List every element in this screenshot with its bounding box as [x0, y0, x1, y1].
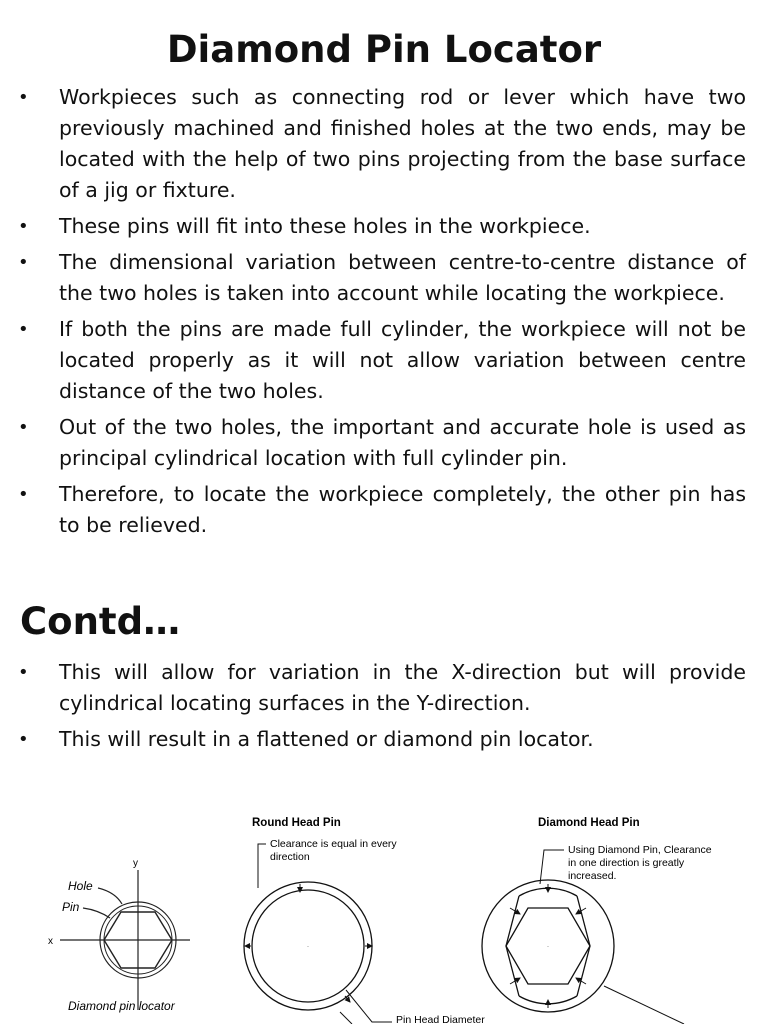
bullet-item	[0, 82, 768, 206]
diamond-edge-tr	[577, 896, 590, 946]
bullet-item	[0, 314, 768, 407]
hole-leader	[98, 888, 122, 904]
pin-head-diameter-label: Pin Head Diameter	[396, 1014, 485, 1024]
diamond-edge-bl	[506, 946, 519, 996]
section-heading-contd: Contd…	[20, 600, 181, 643]
bullet-item	[0, 657, 768, 719]
bullet-item	[0, 412, 768, 474]
bullet-dot: •	[18, 216, 29, 237]
hole-label: Hole	[68, 879, 93, 893]
diamond-note-line3: increased.	[568, 870, 617, 882]
round-note-leader	[258, 844, 266, 888]
pin-diameter-leader-2	[340, 1012, 352, 1024]
bullet-text: This will allow for variation in the X-direction but will provide cylindrical locating surfaces in the Y-direction.	[59, 660, 746, 715]
round-head-pin-title: Round Head Pin	[252, 817, 341, 829]
bullet-item	[0, 724, 768, 755]
bullet-dot: •	[18, 484, 29, 505]
diamond-note-line1: Using Diamond Pin, Clearance	[568, 844, 712, 856]
diamond-center-mark: ·	[547, 944, 549, 950]
bullet-item	[0, 211, 768, 242]
round-note-line2: direction	[270, 851, 310, 863]
bullet-dot: •	[18, 319, 29, 340]
round-head-pin-diagram	[244, 844, 392, 1024]
bullet-text: Out of the two holes, the important and accurate hole is used as principal cylindrical location with full cylinder pin.	[59, 415, 746, 470]
pin-leader	[83, 908, 110, 918]
bullet-text: The dimensional variation between centre-to-centre distance of the two holes is taken into account while locating the workpiece.	[59, 250, 746, 305]
diamond-head-pin-title: Diamond Head Pin	[538, 817, 640, 829]
diamond-note-line2: in one direction is greatly	[568, 857, 685, 869]
bullet-text: Workpieces such as connecting rod or lever which have two previously machined and finished holes at the two ends, may be located with the help of two pins projecting from the base surface of a jig or fixture.	[59, 85, 746, 202]
bullet-dot: •	[18, 417, 29, 438]
bullet-list-main	[0, 82, 768, 546]
bullet-list-contd	[0, 657, 768, 760]
bullet-text: These pins will fit into these holes in the workpiece.	[59, 214, 591, 238]
sketch-caption: Diamond pin locator	[68, 999, 175, 1013]
diamond-edge-br	[577, 946, 590, 996]
bullet-text: If both the pins are made full cylinder, the workpiece will not be located properly as it will not allow variation between centre distance of the two holes.	[59, 317, 746, 403]
bullet-item	[0, 247, 768, 309]
round-center-mark: ·	[307, 944, 309, 950]
page-title: Diamond Pin Locator	[166, 28, 602, 71]
diamond-edge-tl	[506, 896, 519, 946]
bullet-text: Therefore, to locate the workpiece completely, the other pin has to be relieved.	[59, 482, 746, 537]
bullet-dot: •	[18, 87, 29, 108]
pin-locator-figure	[0, 800, 768, 1024]
bullet-dot: •	[18, 729, 29, 750]
diamond-note-leader	[540, 850, 564, 884]
pin-label: Pin	[62, 900, 80, 914]
pin-diameter-leader	[346, 990, 392, 1022]
bullet-text: This will result in a flattened or diamond pin locator.	[59, 727, 594, 751]
x-axis-label: x	[48, 936, 53, 947]
diamond-bottom-leader	[604, 986, 684, 1024]
bullet-dot: •	[18, 252, 29, 273]
pin-diagram	[0, 800, 768, 1024]
y-axis-label: y	[133, 858, 138, 869]
bullet-dot: •	[18, 662, 29, 683]
round-note-line1: Clearance is equal in every	[270, 838, 397, 850]
bullet-item	[0, 479, 768, 541]
